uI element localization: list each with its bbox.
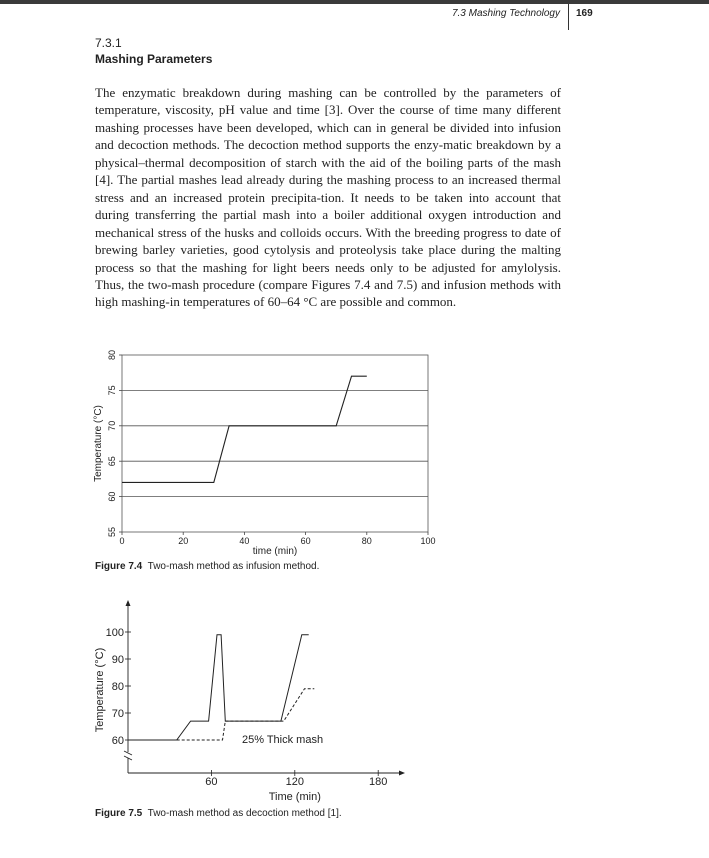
thick-mash-annotation: 25% Thick mash bbox=[241, 734, 324, 746]
x-tick-label: 60 bbox=[205, 776, 218, 788]
x-tick-label: 60 bbox=[300, 536, 311, 546]
main-mash-series-line bbox=[128, 635, 309, 740]
x-tick-label: 0 bbox=[119, 536, 125, 546]
figure-7-4-label: Figure 7.4 bbox=[95, 561, 143, 572]
y-tick-label: 60 bbox=[107, 491, 117, 502]
y-tick-label: 55 bbox=[107, 526, 117, 538]
figure-7-5-caption-text: Two-mash method as decoction method [1]. bbox=[147, 808, 342, 819]
section-number: 7.3.1 bbox=[95, 36, 122, 50]
page-number: 169 bbox=[576, 8, 593, 19]
y-tick-label: 70 bbox=[111, 708, 124, 720]
y-tick-label: 60 bbox=[111, 735, 124, 747]
thick-mash-series-line bbox=[177, 689, 315, 740]
x-axis-label: time (min) bbox=[252, 546, 298, 557]
x-tick-label: 120 bbox=[285, 776, 304, 788]
x-tick-label: 80 bbox=[361, 536, 372, 546]
y-tick-label: 65 bbox=[107, 456, 117, 467]
y-tick-label: 100 bbox=[105, 627, 124, 639]
y-tick-label: 90 bbox=[111, 654, 124, 666]
x-tick-label: 40 bbox=[239, 536, 250, 546]
figure-7-5-caption bbox=[95, 808, 342, 819]
y-tick-label: 80 bbox=[107, 349, 117, 361]
y-axis-label: Temperature (°C) bbox=[94, 647, 106, 733]
y-tick-label: 75 bbox=[107, 385, 117, 396]
body-paragraph: The enzymatic breakdown during mashing can be controlled by the parameters of temperature, viscosity, pH value and time [3]. Over the course of time many different mashing processes have been developed, which can in general be divided into infusion and decoction methods. The decoction method supports the enzy-matic breakdown by a physical–thermal decomposition of starch with the aid of the boiling parts of the mash [4]. The partial mashes lead already during the mashing process to an increased thermal stress and an increased protein precipita-tion. It needs to be taken into account that during transferring the partial mash into a boiler additional oxygen introduction and mechanical stress of the husks and colloids occurs. With the breeding progress to date of brewing barley varieties, good cytolysis and proteolysis take place during the malting process so that the mashing for light beers needs only to be adjusted for amylolysis. Thus, the two-mash procedure (compare Figures 7.4 and 7.5) and infusion methods with high mashing-in temperatures of 60–64 °C are possible and common. bbox=[95, 85, 561, 310]
x-axis-arrow bbox=[399, 771, 405, 776]
y-axis-arrow bbox=[126, 600, 131, 606]
y-tick-label: 80 bbox=[111, 681, 124, 693]
running-title: 7.3 Mashing Technology bbox=[451, 8, 560, 19]
x-axis-label: Time (min) bbox=[268, 791, 321, 803]
x-tick-label: 20 bbox=[178, 536, 189, 546]
section-title: Mashing Parameters bbox=[95, 52, 213, 66]
figure-7-5-label: Figure 7.5 bbox=[95, 808, 143, 819]
x-tick-label: 100 bbox=[420, 536, 436, 546]
y-tick-label: 70 bbox=[107, 420, 117, 431]
figure-7-4-caption-text: Two-mash method as infusion method. bbox=[147, 561, 320, 572]
y-axis-label: Temperature (°C) bbox=[93, 405, 104, 482]
x-tick-label: 180 bbox=[369, 776, 388, 788]
